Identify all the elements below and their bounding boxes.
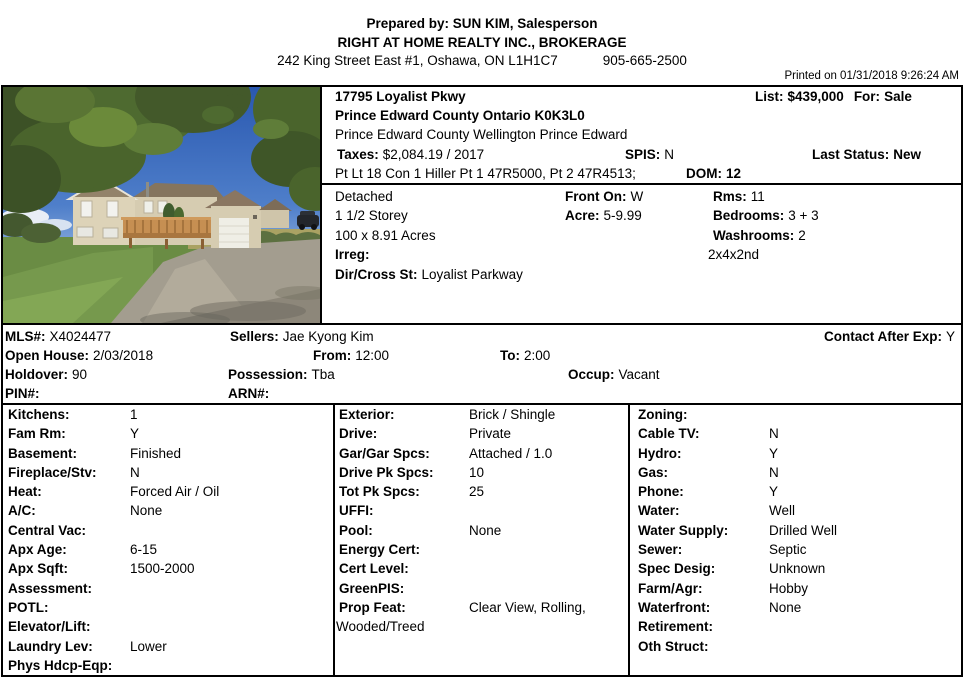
acre-row: [565, 206, 643, 225]
last-status-value: New: [893, 146, 922, 162]
last-status-label: Last Status:: [812, 146, 890, 162]
detail-row: [3, 424, 333, 443]
detail-label: Oth Struct:: [638, 638, 709, 654]
detail-label: Tot Pk Spcs:: [339, 484, 420, 500]
detail-row: [630, 617, 961, 636]
summary-row: [322, 87, 961, 106]
detail-value: Unknown: [769, 561, 826, 577]
spis-group: [625, 145, 674, 164]
listing-main-box: [1, 85, 963, 677]
detail-row: [3, 501, 333, 520]
detail-row: [335, 444, 628, 463]
detail-value: Y: [769, 484, 779, 500]
spis-value: N: [664, 146, 675, 162]
bedrooms-row: [713, 206, 819, 225]
detail-label: Cert Level:: [339, 561, 409, 577]
spis-label: SPIS:: [625, 146, 661, 162]
detail-label: A/C:: [8, 503, 36, 519]
holdover-label: Holdover:: [5, 367, 69, 382]
property-facts-col-1: [335, 187, 523, 284]
taxes-label: Taxes:: [337, 146, 379, 162]
detail-label: Basement:: [8, 445, 78, 461]
detail-row: [3, 540, 333, 559]
detail-row: [630, 579, 961, 598]
dom-group: [686, 164, 741, 183]
detail-value: Attached / 1.0: [469, 445, 553, 461]
occupancy-value: Vacant: [618, 367, 660, 382]
detail-label: Heat:: [8, 484, 42, 500]
detail-label: Kitchens:: [8, 407, 70, 422]
detail-row: [630, 501, 961, 520]
detail-label: Gas:: [638, 464, 669, 480]
detail-row: [335, 598, 628, 617]
city-province-postal: Prince Edward County Ontario K0K3L0: [335, 108, 585, 124]
property-facts-col-3: [708, 187, 819, 265]
possession-value: Tba: [311, 367, 335, 382]
open-house-label: Open House:: [5, 348, 90, 363]
arn-group: [228, 384, 273, 403]
sellers-value: Jae Kyong Kim: [282, 329, 374, 344]
acre-value: 5-9.99: [603, 208, 642, 224]
detail-label: Sewer:: [638, 542, 683, 558]
detail-label: Fam Rm:: [8, 426, 66, 442]
detail-value: Private: [469, 426, 512, 442]
detail-label: UFFI:: [339, 503, 374, 519]
front-on-row: [565, 187, 643, 206]
detail-row: [630, 463, 961, 482]
summary-row: [322, 145, 961, 164]
detail-row: [335, 482, 628, 501]
detail-label: POTL:: [8, 599, 49, 615]
detail-label: Pool:: [339, 522, 373, 538]
detail-value: None: [769, 599, 802, 615]
mls-row: [3, 327, 961, 346]
detail-value: Y: [130, 426, 140, 442]
detail-value: None: [130, 503, 163, 519]
detail-value: N: [769, 464, 779, 480]
detail-row: [630, 637, 961, 656]
detail-row: [3, 521, 333, 540]
detail-value: Hobby: [769, 580, 809, 596]
detail-row: [630, 405, 961, 424]
detail-value: Drilled Well: [769, 522, 838, 538]
detail-value: Brick / Shingle: [469, 407, 556, 422]
detail-label: Zoning:: [638, 407, 688, 422]
detail-value: Septic: [769, 542, 807, 558]
detail-label: Apx Sqft:: [8, 561, 68, 577]
detail-label: GreenPIS:: [339, 580, 405, 596]
detail-value: None: [469, 522, 502, 538]
detail-value: 1: [130, 407, 138, 422]
front-on-value: W: [630, 189, 644, 204]
taxes-group: [337, 145, 484, 164]
address-price-block: [322, 87, 961, 185]
irreg-row: [335, 245, 523, 264]
listing-photo-image: [3, 87, 320, 323]
detail-value-continued: Wooded/Treed: [336, 619, 425, 635]
mls-number-group: [5, 327, 111, 346]
detail-row: [335, 405, 628, 424]
mls-number-label: MLS#:: [5, 329, 46, 344]
detail-label: Energy Cert:: [339, 542, 421, 558]
to-value: 2:00: [524, 348, 551, 363]
detail-value: Clear View, Rolling,: [469, 599, 586, 615]
detail-label: Cable TV:: [638, 426, 700, 442]
detail-row: [3, 579, 333, 598]
property-style: 1 1/2 Storey: [335, 208, 408, 224]
sellers-label: Sellers:: [230, 329, 279, 344]
detail-row: [335, 617, 628, 636]
detail-row: [3, 463, 333, 482]
detail-row: [630, 482, 961, 501]
property-details-table: [3, 405, 961, 675]
printed-on-timestamp: Printed on 01/31/2018 9:26:24 AM: [784, 70, 959, 82]
property-type: Detached: [335, 189, 393, 204]
list-price: $439,000: [787, 89, 844, 104]
dir-cross-value: Loyalist Parkway: [421, 266, 523, 282]
mls-number-value: X4024477: [49, 329, 112, 344]
detail-value: 10: [469, 464, 485, 480]
detail-value: N: [130, 464, 140, 480]
rooms-label: Rms:: [713, 189, 747, 204]
details-column-left: [3, 405, 335, 675]
detail-label: Drive:: [339, 426, 378, 442]
detail-row: [3, 656, 333, 675]
detail-value: Finished: [130, 445, 182, 461]
detail-value: 6-15: [130, 542, 158, 558]
detail-row: [3, 637, 333, 656]
detail-row: [630, 424, 961, 443]
open-house-from-group: [313, 346, 389, 365]
listing-summary-panel: [322, 87, 961, 323]
detail-label: Central Vac:: [8, 522, 87, 538]
occupancy-label: Occup:: [568, 367, 615, 382]
detail-value: Forced Air / Oil: [130, 484, 220, 500]
front-on-label: Front On:: [565, 189, 627, 204]
bedrooms-label: Bedrooms:: [713, 208, 785, 224]
detail-label: Assessment:: [8, 580, 93, 596]
detail-row: [3, 559, 333, 578]
detail-label: Gar/Gar Spcs:: [339, 445, 430, 461]
details-column-right: [630, 405, 961, 675]
detail-label: Prop Feat:: [339, 599, 406, 615]
detail-row: [335, 521, 628, 540]
dir-cross-label: Dir/Cross St:: [335, 266, 418, 282]
brokerage-name: RIGHT AT HOME REALTY INC., BROKERAGE: [337, 34, 627, 50]
detail-label: Exterior:: [339, 407, 395, 422]
summary-row: [322, 125, 961, 144]
detail-label: Hydro:: [638, 445, 682, 461]
detail-row: [335, 559, 628, 578]
summary-row: [322, 106, 961, 125]
detail-row: [630, 598, 961, 617]
detail-row: [630, 521, 961, 540]
brokerage-contact-line: [0, 52, 964, 71]
detail-row: [630, 540, 961, 559]
detail-label: Laundry Lev:: [8, 638, 93, 654]
occupancy-group: [568, 365, 660, 384]
from-label: From:: [313, 348, 352, 363]
property-facts-col-2: [565, 187, 643, 226]
possession-group: [228, 365, 335, 384]
detail-label: Spec Desig:: [638, 561, 716, 577]
detail-value: 25: [469, 484, 485, 500]
washrooms-value: 2: [798, 227, 806, 243]
detail-label: Elevator/Lift:: [8, 619, 91, 635]
street-address: 17795 Loyalist Pkwy: [335, 89, 466, 104]
holdover-group: [5, 365, 87, 384]
detail-label: Waterfront:: [638, 599, 711, 615]
holdover-value: 90: [72, 367, 88, 382]
taxes-value: $2,084.19 / 2017: [382, 146, 485, 162]
for-label: For:: [853, 89, 881, 104]
detail-row: [335, 424, 628, 443]
legal-description: Pt Lt 18 Con 1 Hiller Pt 1 47R5000, Pt 2 47R4513;: [335, 165, 636, 181]
rooms-value: 11: [750, 189, 765, 204]
detail-label: Water Supply:: [638, 522, 729, 538]
detail-row: [3, 598, 333, 617]
from-value: 12:00: [355, 348, 390, 363]
detail-label: Farm/Agr:: [638, 580, 703, 596]
detail-row: [630, 444, 961, 463]
rooms-row: [713, 187, 819, 206]
washrooms-row: [713, 226, 819, 245]
mls-row: [3, 365, 961, 384]
detail-value: Y: [769, 445, 779, 461]
mls-row: [3, 384, 961, 403]
detail-row: [335, 579, 628, 598]
to-label: To:: [500, 348, 520, 363]
washrooms-label: Washrooms:: [713, 227, 795, 243]
acre-label: Acre:: [565, 208, 600, 224]
open-house-to-group: [500, 346, 550, 365]
possession-label: Possession:: [228, 367, 308, 382]
detail-row: [335, 463, 628, 482]
detail-label: Water:: [638, 503, 680, 519]
detail-row: [3, 482, 333, 501]
listing-photo: [3, 87, 322, 323]
dom-value: 12: [726, 165, 742, 181]
detail-label: Retirement:: [638, 619, 714, 635]
detail-label: Phys Hdcp-Eqp:: [8, 657, 113, 673]
pin-group: [5, 384, 44, 403]
contact-after-exp-label: Contact After Exp:: [823, 329, 942, 344]
mls-row: [3, 346, 961, 365]
detail-row: [3, 617, 333, 636]
detail-row: [335, 540, 628, 559]
area-municipality-community: Prince Edward County Wellington Prince Edward: [335, 127, 628, 143]
detail-value: 1500-2000: [130, 561, 195, 577]
pin-label: PIN#:: [5, 386, 40, 401]
prepared-by-line: Prepared by: SUN KIM, Salesperson: [366, 16, 598, 31]
brokerage-phone: 905-665-2500: [602, 53, 687, 69]
washrooms-detail: 2x4x2nd: [708, 247, 760, 263]
arn-label: ARN#:: [228, 386, 270, 401]
property-facts-block: [322, 185, 961, 321]
detail-value: Lower: [130, 638, 167, 654]
detail-label: Fireplace/Stv:: [8, 464, 97, 480]
open-house-group: [5, 346, 153, 365]
list-label: List:: [755, 89, 784, 104]
detail-row: [3, 444, 333, 463]
detail-label: Apx Age:: [8, 542, 67, 558]
list-price-group: [755, 87, 912, 106]
contact-after-exp-value: Y: [945, 329, 955, 344]
detail-value: Well: [769, 503, 796, 519]
details-column-middle: [335, 405, 630, 675]
detail-label: Phone:: [638, 484, 684, 500]
dir-cross-row: [335, 265, 523, 284]
irreg-label: Irreg:: [335, 247, 370, 263]
lot-size: 100 x 8.91 Acres: [335, 227, 436, 243]
detail-value: N: [769, 426, 779, 442]
prepared-by-header: [0, 15, 964, 71]
open-house-value: 2/03/2018: [93, 348, 154, 363]
brokerage-address: 242 King Street East #1, Oshawa, ON L1H1C7: [277, 53, 558, 69]
last-status-group: [812, 145, 921, 164]
contact-after-exp-group: [824, 327, 955, 346]
detail-row: [630, 559, 961, 578]
detail-row: [3, 405, 333, 424]
summary-row: [322, 164, 961, 183]
detail-row: [335, 501, 628, 520]
dom-label: DOM:: [686, 165, 722, 181]
bedrooms-value: 3 + 3: [788, 208, 819, 224]
sellers-group: [230, 327, 374, 346]
listing-top-area: [3, 87, 961, 325]
detail-label: Drive Pk Spcs:: [339, 464, 434, 480]
for-value: Sale: [884, 89, 912, 104]
mls-info-section: [3, 325, 961, 405]
